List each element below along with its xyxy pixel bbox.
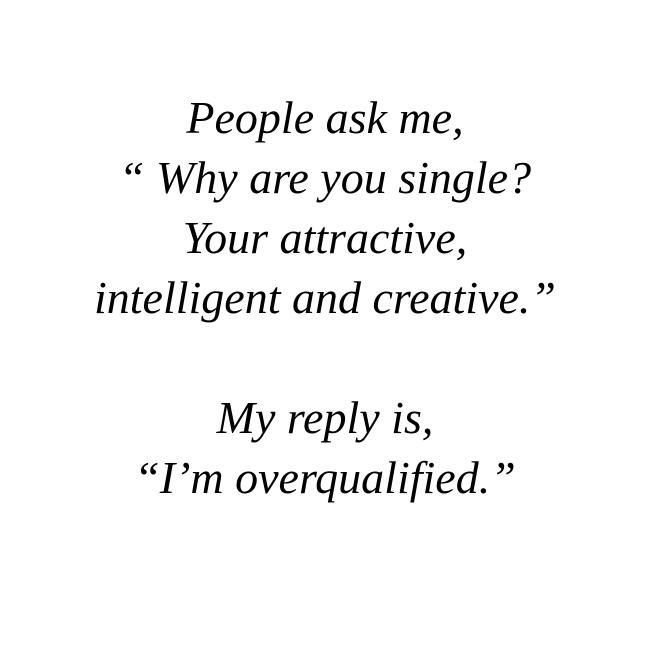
- quote-stanza-question: [0, 88, 650, 328]
- quote-stanza-reply: [0, 388, 650, 508]
- quote-line-1: People ask me,: [186, 92, 464, 143]
- quote-line-5: My reply is,: [216, 392, 434, 443]
- quote-line-4: intelligent and creative.”: [93, 272, 557, 323]
- quote-line-2: “ Why are you single?: [118, 152, 532, 203]
- quote-line-6: “I’m overqualified.”: [134, 452, 516, 503]
- quote-line-3: Your attractive,: [182, 212, 468, 263]
